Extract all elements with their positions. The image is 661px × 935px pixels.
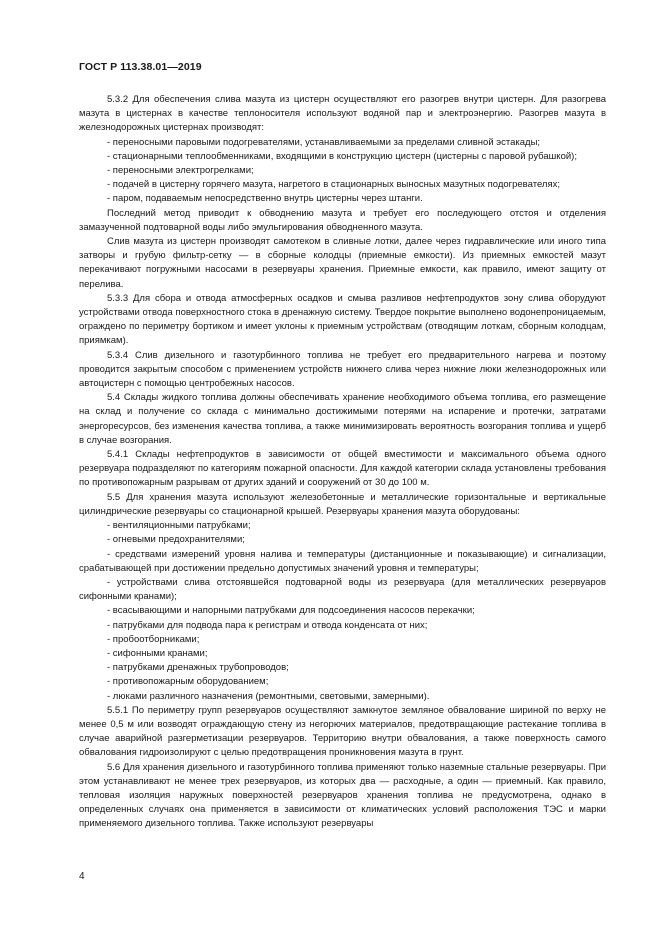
list-item: - пробоотборниками; xyxy=(107,633,200,645)
list-item: - всасывающими и напорными патрубками для подсоединения насосов перекачки; xyxy=(107,605,475,617)
paragraph: 5.5 Для хранения мазута используют железобетонные и металлические горизонтальные и вертикальные цилиндрические резервуары со стационарной крышей. Резервуары хранения мазута оборудованы: xyxy=(79,491,606,517)
paragraph: 5.3.2 Для обеспечения слива мазута из цистерн осуществляют его разогрев внутри цистерн. Для разогрева мазута в цистернах в качестве теплоносителя используют водяной пар и электроэнергию. Разогрев мазута в железнодорожных цистернах производят: xyxy=(79,94,606,134)
paragraph: 5.4 Склады жидкого топлива должны обеспечивать хранение необходимого объема топлива, его размещение на склад и получение со склада с минимально достижимыми потерями на испарение и протечки, затратами энергоресурсов, без изменения качества топлива, а также минимизировать вероятность возгорания топлива и ущерб в случае возгорания. xyxy=(79,392,606,446)
list-item: - средствами измерений уровня налива и температуры (дистанционные и показывающие) и сигнализации, срабатывающей при достижении предельно допустимых значений уровня и температуры; xyxy=(79,548,606,574)
paragraph: Последний метод приводит к обводнению мазута и требует его последующего отстоя и отделения замазученной подтоварной воды либо эмульгирования обводненного мазута. xyxy=(79,207,606,233)
list-item: - патрубками дренажных трубопроводов; xyxy=(107,662,289,674)
paragraph: 5.4.1 Склады нефтепродуктов в зависимости от общей вместимости и максимального объема одного резервуара подразделяют по категориям пожарной опасности. Для каждой категории склада установлены требования по противопожарным разрывам от других зданий и сооружений от 30 до 100 м. xyxy=(79,449,606,489)
paragraph: 5.6 Для хранения дизельного и газотурбинного топлива применяют только наземные стальные резервуары. При этом устанавливают не менее трех резервуаров, из которых два — расходные, а один — приемный. Как правило, тепловая изоляция наружных поверхностей резервуаров хранения топлива не предусмотрена, однако в определенных случаях она применяется в зависимости от климатических условий расположения ТЭС и марки применяемого дизельного топлива. Также используют резервуары xyxy=(79,761,606,830)
document-header: ГОСТ Р 113.38.01—2019 xyxy=(79,61,202,73)
list-item: - переносными паровыми подогревателями, устанавливаемыми за пределами сливной эстакады; xyxy=(107,136,541,148)
list-item: - противопожарным оборудованием; xyxy=(107,676,269,688)
list-item: - устройствами слива отстоявшейся подтоварной воды из резервуара (для металлических резервуаров сифонными кранами); xyxy=(79,576,606,603)
list-item: - паром, подаваемым непосредственно внутрь цистерны через штанги. xyxy=(107,193,423,205)
list-item: - огневыми предохранителями; xyxy=(107,534,245,546)
page-number: 4 xyxy=(79,871,85,882)
document-body xyxy=(79,93,606,832)
paragraph: 5.3.4 Слив дизельного и газотурбинного топлива не требует его предварительного нагрева и поэтому проводится закрытым способом с применением устройств нижнего слива через нижние люки железнодорожных или автоцистерн с помощью центробежных насосов. xyxy=(79,349,606,390)
list-item: - стационарными теплообменниками, входящими в конструкцию цистерн (цистерны с паровой рубашкой); xyxy=(107,150,577,162)
paragraph: 5.3.3 Для сбора и отвода атмосферных осадков и смыва разливов нефтепродуктов зону слива оборудуют устройствами отвода поверхностного стока в дренажную систему. Твердое покрытие выполнено водонепроницаемым, ограждено по периметру бортиком и имеет уклоны к приемным устройствам (отводящим лоткам, сборным колодцам, приямкам). xyxy=(79,292,606,347)
list-item: - люками различного назначения (ремонтными, световыми, замерными). xyxy=(107,690,430,702)
list-item: - вентиляционными патрубками; xyxy=(107,520,251,532)
list-item: - сифонными кранами; xyxy=(107,647,208,659)
list-item: - подачей в цистерну горячего мазута, нагретого в стационарных выносных мазутных подогревателях; xyxy=(107,179,560,191)
list-item: - переносными электрогрелками; xyxy=(107,165,254,177)
paragraph: 5.5.1 По периметру групп резервуаров осуществляют замкнутое земляное обвалование шириной по верху не менее 0,5 м или возводят ограждающую стену из негорючих материалов, предотвращающие растекание топлива в случае аварийной разгерметизации резервуаров. Территорию внутри обвалования, а также поверхность самого обвалования гидроизолируют с целью предотвращения проникновения мазута в грунт. xyxy=(79,704,606,759)
paragraph: Слив мазута из цистерн производят самотеком в сливные лотки, далее через гидравлические или иного типа затворы и грубую фильтр-сетку — в сборные колодцы (приемные емкости). Из приемных емкостей мазут перекачивают погружными насосами в резервуары хранения. Приемные емкости, как правило, имеют защиту от перелива. xyxy=(79,236,606,290)
list-item: - патрубками для подвода пара к регистрам и отвода конденсата от них; xyxy=(107,619,428,631)
